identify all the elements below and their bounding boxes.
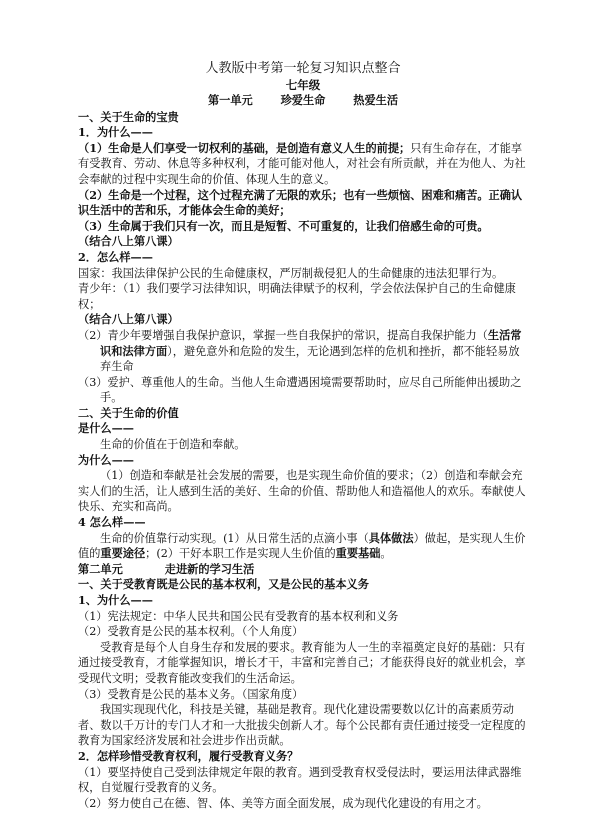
para-how-b: 具体做法 — [368, 530, 414, 545]
para-youth-2-c: ），避免意外和危险的发生，无论遇到怎样的危机和挫折，都不能轻易放弃生命 — [100, 344, 520, 374]
para-how-g: 。 — [380, 547, 392, 561]
unit1-label: 第一单元 — [207, 93, 253, 107]
para-how-e: ；(2）干好本职工作是实现人生价值的 — [145, 547, 336, 561]
edu-2-para: 受教育是每个人自身生存和发展的要求。教育能为人一生的幸福奠定良好的基础：只有通过接受教育，才能掌握知识，增长才干，丰富和完善自己；才能获得良好的就业机会，享受现代文明；受教育能改变我们的生活命运。 — [78, 640, 526, 685]
doc-title: 人教版中考第一轮复习知识点整合 — [205, 61, 401, 76]
para-1-bold: （1）生命是人们享受一切权利的基础，是创造有意义人生的前提； — [78, 140, 411, 155]
para-how-c: ）做起，是实现人生价值的 — [78, 531, 526, 561]
para-value: 生命的价值在于创造和奉献。 — [100, 438, 246, 452]
section-3-why: 1、为什么—— — [78, 593, 153, 607]
unit2-name: 走进新的学习生活 — [164, 561, 255, 576]
section-2-how: 4 怎么样—— — [78, 515, 146, 530]
unit2-label: 第二单元 — [78, 561, 123, 576]
para-1-rest: 只有生命存在，才能享有受教育、劳动、休息等多种权利，才能可能对他人，对社会有所贡献，并在为他人、为社会奉献的过程中实现生命的价值、体现人生的意义。 — [78, 141, 526, 186]
edu-3: （3）受教育是公民的基本义务。（国家角度） — [78, 687, 304, 701]
para-how-f: 重要基础 — [335, 546, 381, 561]
section-2-what: 是什么—— — [78, 421, 134, 436]
edu-1: （1）宪法规定：中华人民共和国公民有受教育的基本权利和义务 — [78, 609, 399, 623]
unit1-name2: 热爱生活 — [353, 93, 399, 107]
section-3-heading: 一、关于受教育既是公民的基本权利，又是公民的基本义务 — [78, 577, 369, 592]
para-youth: 青少年：（1）我们要学习法律知识，明确法律赋予的权利，学会依法保护自己的生命健康权； — [78, 282, 516, 311]
unit1-heading — [78, 93, 528, 109]
fulfil-1: （1）要坚持使自己受到法律规定年限的教育。遇到受教育权受侵法时，要运用法律武器维权，自觉履行受教育的义务。 — [78, 765, 522, 795]
para-youth-2 — [78, 328, 528, 375]
para-youth-2-a: （2）青少年要增强自我保护意识，掌握一些自我保护的常识，提高自我保护能力（ — [78, 328, 488, 342]
para-2: （2）生命是一个过程，这个过程充满了无限的欢乐；也有一些烦恼、困难和痛苦。正确认识生活中的苦和乐，才能体会生命的美好； — [78, 187, 523, 218]
section-2-heading: 二、关于生命的价值 — [78, 405, 179, 420]
ref-2: （结合八上第八课） — [78, 312, 179, 327]
para-youth-2-bold: 生活常识和法律方面 — [100, 327, 522, 358]
section-1-how: 2．怎么样—— — [78, 249, 153, 264]
section-1-why: 1．为什么—— — [78, 125, 153, 140]
para-why: （1）创造和奉献是社会发展的需要，也是实现生命价值的要求；（2）创造和奉献会充实人们的生活，让人感到生活的美好、生命的价值、帮助他人和造福他人的欢乐。奉献使人快乐、充实和高尚。 — [78, 469, 526, 514]
section-1-heading: 一、关于生命的宝贵 — [78, 109, 179, 124]
fulfil-2: （2）努力使自己在德、智、体、美等方面全面发展，成为现代化建设的有用之才。 — [78, 796, 488, 810]
ref-1: （结合八上第八课） — [78, 234, 179, 249]
grade-heading: 七年级 — [285, 78, 321, 92]
para-youth-3: （3）爱护、尊重他人的生命。当他人生命遭遇困境需要帮助时，应尽自己所能伸出援助之手。 — [78, 375, 522, 405]
para-how-d: 重要途径 — [100, 546, 146, 561]
unit1-name1: 珍爱生命 — [280, 93, 326, 107]
edu-3-para: 我国实现现代化，科技是关键，基础是教育。现代化建设需要数以亿计的高素质劳动者、数以千万计的专门人才和一大批拔尖创新人才。每个公民都有责任通过接受一定程度的教育为国家经济发展和社会进步作出贡献。 — [78, 703, 526, 748]
section-2-why: 为什么—— — [78, 452, 134, 467]
para-country: 国家：我国法律保护公民的生命健康权，严厉制裁侵犯人的生命健康的违法犯罪行为。 — [78, 266, 504, 280]
section-3-how: 2．怎样珍惜受教育权利，履行受教育义务？ — [78, 748, 299, 763]
para-how — [78, 531, 528, 562]
para-1 — [78, 141, 528, 188]
para-how-a: 生命的价值靠行动实现。(1）从日常生活的点滴小事（ — [100, 531, 369, 545]
para-3: （3）生命属于我们只有一次，而且是短暂、不可重复的，让我们倍感生命的可贵。 — [78, 218, 489, 233]
edu-2: （2）受教育是公民的基本权利。（个人角度） — [78, 625, 304, 639]
unit2-heading — [78, 562, 528, 578]
